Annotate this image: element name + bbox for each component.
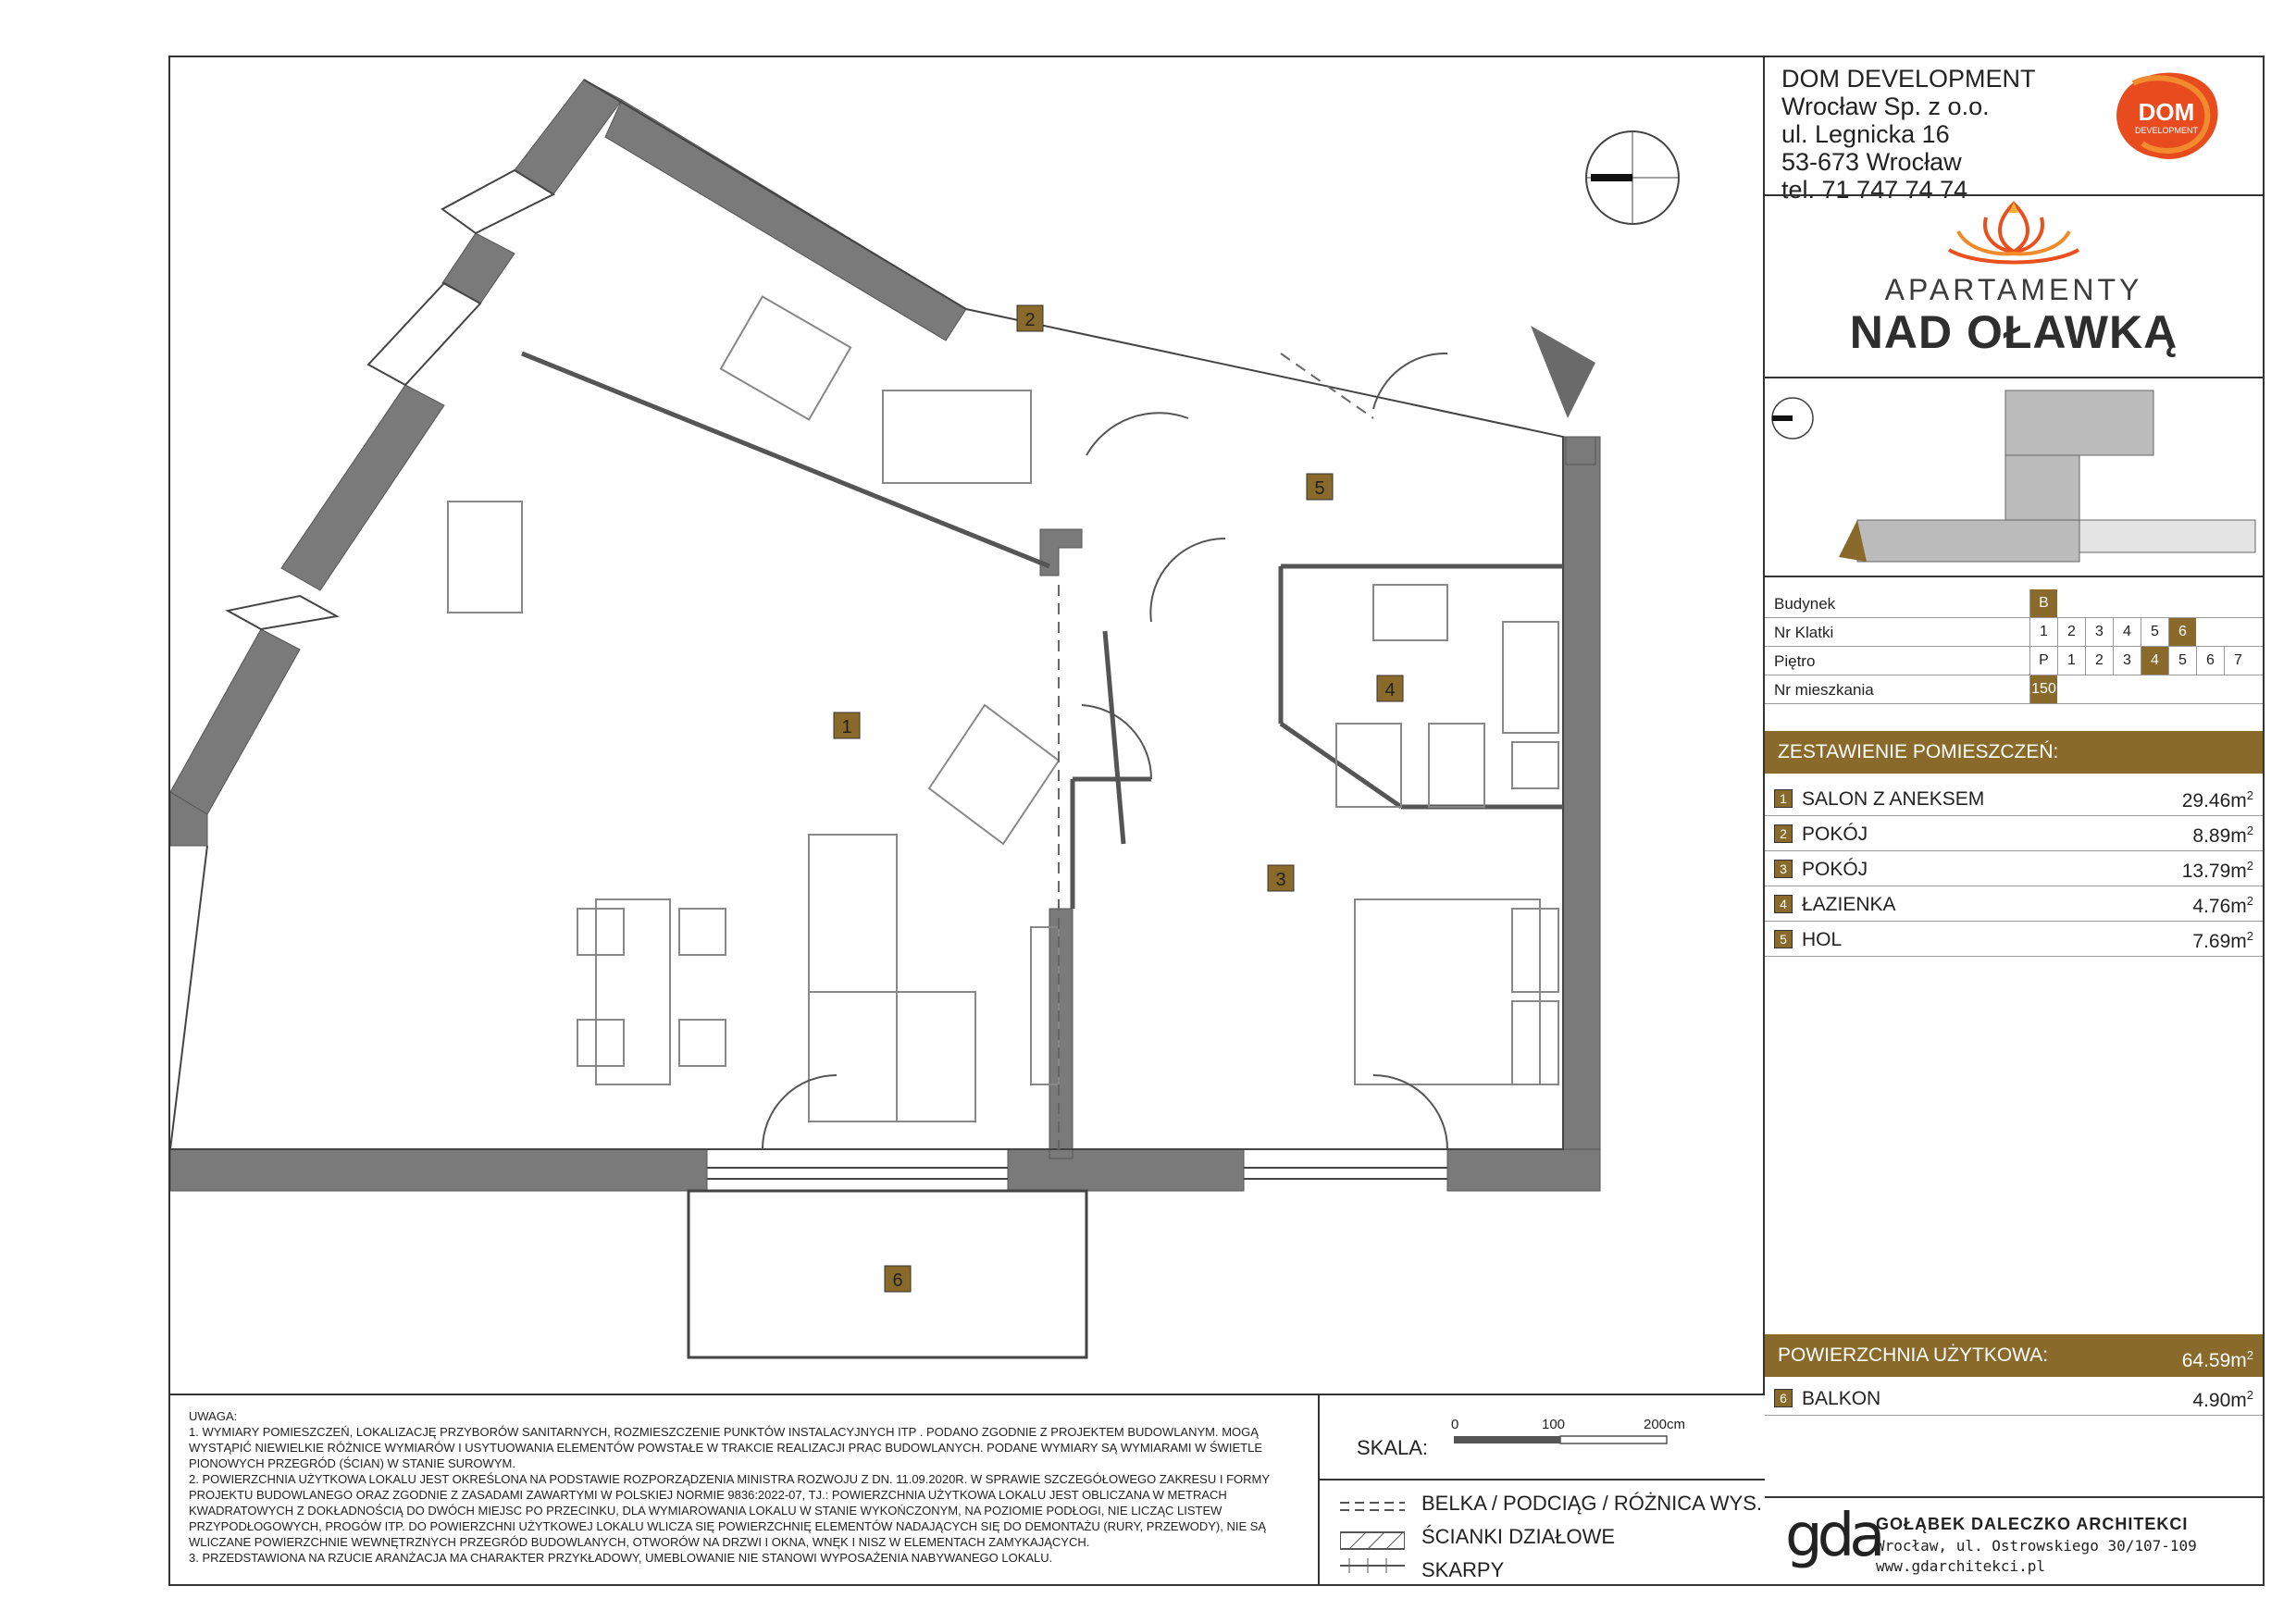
- summary-header: ZESTAWIENIE POMIESZCZEŃ:: [1765, 731, 2263, 774]
- balcony-row: 6 BALKON $4.90m^2$: [1765, 1381, 2263, 1416]
- total-area-bar: POWIERZCHNIA UŻYTKOWA: $64.59m^2$: [1765, 1334, 2263, 1377]
- room-row: 3 POKÓJ $13.79m^2$: [1765, 851, 2263, 886]
- architect-website: www.gdarchitekci.pl: [1876, 1557, 2046, 1575]
- legend-beam: BELKA / PODCIĄG / RÓŻNICA WYS.: [1421, 1492, 1762, 1515]
- direction-triangle-icon: [1531, 326, 1595, 418]
- drawing-sheet: [168, 56, 2265, 1586]
- notes-title: UWAGA:: [189, 1409, 238, 1423]
- outer-walls: [170, 80, 1600, 1191]
- total-area-value: 64.59m: [2181, 1350, 2247, 1371]
- apartment-info-table: [1765, 589, 2263, 704]
- company-city: 53-673 Wrocław: [1781, 148, 1962, 176]
- floor-plan: [170, 57, 1765, 1394]
- architect-block: [1765, 1496, 2263, 1584]
- svg-text:100: 100: [1542, 1417, 1566, 1432]
- architect-address: Wrocław, ul. Ostrowskiego 30/107-109: [1876, 1537, 2197, 1555]
- dom-development-logo: [2105, 65, 2226, 167]
- svg-text:0: 0: [1451, 1417, 1459, 1432]
- room-label-3: 3: [1275, 870, 1286, 890]
- company-name: DOM DEVELOPMENT: [1781, 65, 2036, 93]
- legend: [1318, 1395, 1765, 1586]
- legend-partition: ŚCIANKI DZIAŁOWE: [1421, 1525, 1616, 1548]
- note-2: 2. POWIERZCHNIA UŻYTKOWA LOKALU JEST OKREŚLONA NA PODSTAWIE ROZPORZĄDZENIA MINISTRA ROZWOJU Z DN. 11.09.2020R. W SPRAWIE SZCZEGÓŁOWEGO ZAKRESU I FORMY PROJEKTU BUDOWLANEGO ORAZ ZGODNIE Z ZASADAMI ZAWARTYMI W POLSKIEJ NORMIE 9836:2022-07, TJ.: POWIERZCHNIA UŻYTKOWA LOKALU JEST OBLICZANA W METRACH KWADRATOWYCH Z DOKŁADNOŚCIĄ DO DWÓCH MIEJSC PO PRZECINKU, DLA WYMIAROWANIA LOKALU W STANIE WYKOŃCZONYM, NA POZIOMIE PODŁOGI, NIE LICZĄC LISTEW PRZYPODŁOGOWYCH, PROGÓW ITP. DO POWIERZCHNI UŻYTKOWEJ LOKALU WLICZA SIĘ POWIERZCHNIĘ ELEMENTÓW NADAJĄCYCH SIĘ DO DEMONTAŻU (RURY, PRZEWODY), NIE SĄ WLICZANE POWIERZCHNIE WEWNĘTRZNYCH PRZEGRÓD BUDOWLANYCH, OTWORÓW NA DRZWI I OKNA, WNĘK I NISZ W ELEMENTACH ZAMYKAJĄCYCH.: [189, 1472, 1270, 1549]
- room-label-5: 5: [1314, 478, 1325, 499]
- scale-bar: [1449, 1414, 1690, 1460]
- side-panel: [1765, 57, 2263, 1584]
- room-row: 4 ŁAZIENKA $4.76m^2$: [1765, 886, 2263, 922]
- legend-symbols: [1340, 1497, 1405, 1580]
- room-label-2: 2: [1024, 310, 1036, 330]
- floor-selected: 4: [2141, 647, 2168, 675]
- compass-icon: [1586, 131, 1679, 224]
- svg-text:200cm: 200cm: [1644, 1417, 1686, 1432]
- stairwell-selected: 6: [2168, 618, 2196, 646]
- room-label-4: 4: [1384, 680, 1396, 700]
- company-address: [1781, 65, 2036, 204]
- gda-logo: gda: [1785, 1502, 1880, 1570]
- apartment-row: Nr mieszkania 150: [1765, 675, 2263, 704]
- architect-name: GOŁĄBEK DALECZKO ARCHITEKCI: [1876, 1515, 2189, 1533]
- furniture: [448, 297, 1558, 1121]
- building-value: B: [2029, 589, 2057, 617]
- note-3: 3. PRZEDSTAWIONA NA RZUCIE ARANŻACJA MA CHARAKTER PRZYKŁADOWY, UMEBLOWANIE NIE STANOWI WYPOSAŻENIA NABYWANEGO LOKALU.: [189, 1551, 1053, 1565]
- beam-lines: [1059, 353, 1373, 1149]
- room-list: [1765, 781, 2263, 957]
- floor-row: Piętro P 1 2 3 4 5 6 7: [1765, 647, 2263, 675]
- stairwell-row: Nr Klatki 1 2 3 4 5 6: [1765, 618, 2263, 647]
- floor-plan-drawing: [170, 57, 1763, 1394]
- project-name-line2: NAD OŁAWKĄ: [1849, 306, 2178, 358]
- company-phone: tel. 71 747 74 74: [1781, 176, 1968, 204]
- svg-text:DEVELOPMENT: DEVELOPMENT: [2134, 126, 2199, 135]
- lotus-logo-icon: [1930, 194, 2097, 268]
- room-row: 2 POKÓJ $8.89m^2$: [1765, 816, 2263, 851]
- company-entity: Wrocław Sp. z o.o.: [1781, 93, 1990, 120]
- room-label-6: 6: [892, 1270, 903, 1291]
- partitions: [522, 353, 1563, 909]
- key-plan: [1765, 381, 2263, 576]
- legend-slopes: SKARPY: [1421, 1558, 1505, 1581]
- project-name-line1: APARTAMENTY: [1884, 273, 2143, 306]
- building-row: Budynek B: [1765, 589, 2263, 618]
- doors: [763, 353, 1447, 1149]
- company-street: ul. Legnicka 16: [1781, 120, 1950, 148]
- project-brand: [1765, 194, 2263, 357]
- note-1: 1. WYMIARY POMIESZCZEŃ, LOKALIZACJĘ PRZYBORÓW SANITARNYCH, ROZMIESZCZENIE PUNKTÓW INSTALACYJNYCH ITP . PODANO ZGODNIE Z PROJEKTEM BUDOWLANYM. MOGĄ WYSTĄPIĆ NIEWIELKIE RÓŻNICE WYMIARÓW I USYTUOWANIA ELEMENTÓW POWSTAŁE W TRAKCIE REALIZACJI PRAC BUDOWLANYCH. PODANE WYMIARY SĄ WYMIARAMI W ŚWIETLE PIONOWYCH PRZEGRÓD (ŚCIAN) W STANIE SUROWYM.: [189, 1425, 1263, 1470]
- room-row: 1 SALON Z ANEKSEM $29.46m^2$: [1765, 781, 2263, 816]
- divider: [1765, 377, 2263, 378]
- notes: [189, 1408, 1309, 1566]
- svg-text:DOM: DOM: [2138, 98, 2195, 126]
- room-label-1: 1: [841, 717, 852, 737]
- windows: [228, 170, 1447, 1179]
- scale-label: SKALA:: [1357, 1436, 1429, 1459]
- divider: [1765, 576, 2263, 577]
- notes-legend-area: [170, 1394, 1765, 1584]
- room-row: 5 HOL $7.69m^2$: [1765, 922, 2263, 957]
- apartment-number: 150: [2029, 675, 2057, 703]
